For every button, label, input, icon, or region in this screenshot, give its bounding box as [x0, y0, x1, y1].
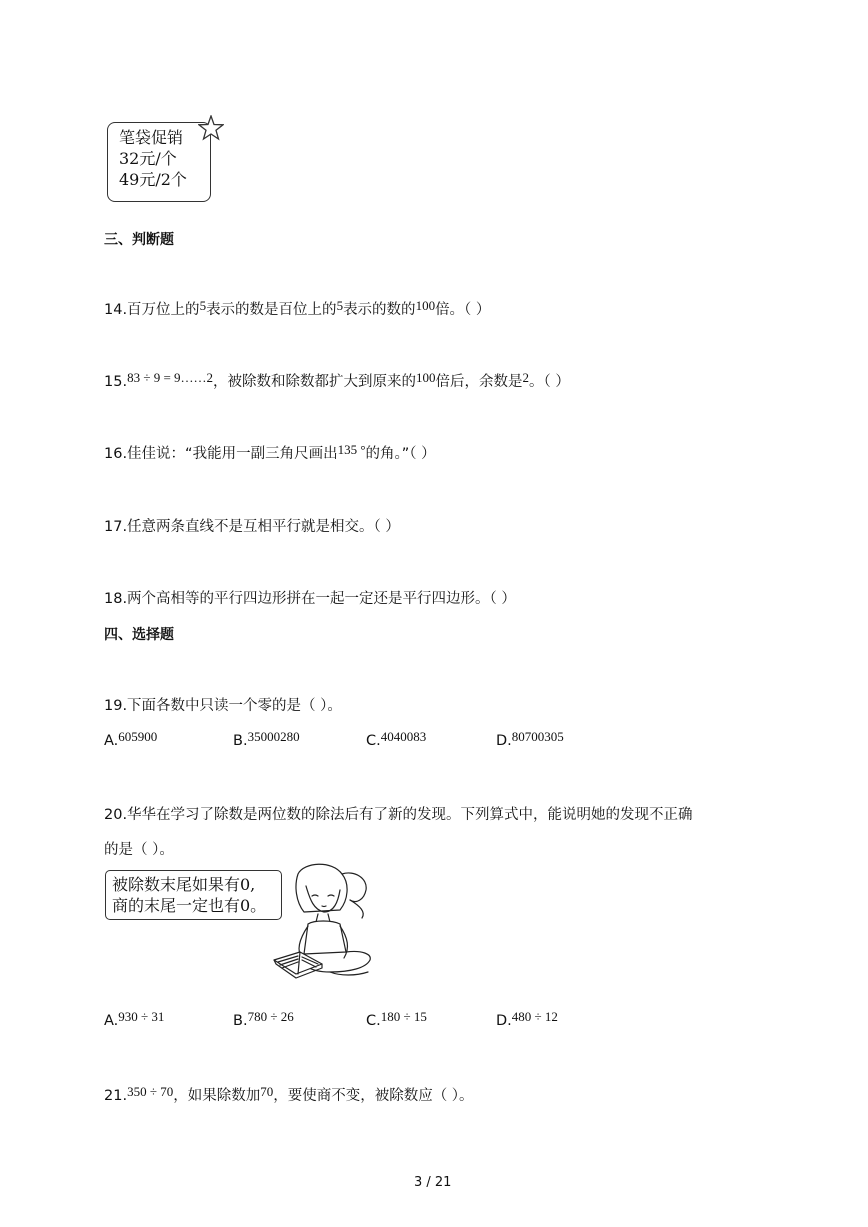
q15-number-2: 2: [522, 370, 530, 385]
question-21: [104, 1084, 474, 1105]
q15-text-end: 。（ ）: [529, 374, 570, 390]
question-17: 17.任意两条直线不是互相平行就是相交。（ ）: [104, 519, 400, 535]
option-letter: B.: [233, 733, 248, 749]
option-value: 180 ÷ 15: [380, 1009, 427, 1024]
question-14: [104, 298, 490, 319]
q19-option-d[interactable]: [496, 729, 564, 749]
q15-number-1: 100: [416, 370, 436, 385]
q20-option-c[interactable]: [366, 1009, 427, 1029]
speech-bubble: [105, 870, 282, 920]
question-19: 19.下面各数中只读一个零的是（ ）。: [104, 698, 342, 714]
option-letter: C.: [366, 1013, 381, 1029]
question-16: [104, 442, 436, 463]
q16-text-start: 16.佳佳说：“我能用一副三角尺画出: [104, 446, 338, 462]
q21-text-end: ，要使商不变，被除数应（ ）。: [273, 1088, 474, 1104]
q15-text-mid2: 倍后，余数是: [435, 374, 523, 390]
q21-expression: 350 ÷ 70: [127, 1084, 174, 1099]
option-letter: D.: [496, 1013, 512, 1029]
q14-number-1: 5: [199, 298, 207, 313]
q20-option-d[interactable]: [496, 1009, 558, 1029]
q15-text-mid: ，被除数和除数都扩大到原来的: [213, 374, 417, 390]
speech-line-1: 被除数末尾如果有0,: [112, 875, 256, 894]
question-18: 18.两个高相等的平行四边形拼在一起一定还是平行四边形。（ ）: [104, 591, 516, 607]
question-15: [104, 370, 570, 391]
q14-text-mid2: 表示的数的: [343, 302, 416, 318]
option-letter: C.: [366, 733, 381, 749]
promo-line-title: 笔袋促销: [119, 128, 184, 147]
q19-option-b[interactable]: [233, 729, 300, 749]
question-20-line2: 的是（ ）。: [104, 842, 174, 858]
option-value: 480 ÷ 12: [511, 1009, 558, 1024]
q15-number: 15.: [104, 374, 128, 390]
section-title-judgement: 三、判断题: [104, 232, 174, 248]
section-title-choice: 四、选择题: [104, 627, 174, 643]
promo-box: [107, 122, 211, 202]
q20-option-b[interactable]: [233, 1009, 294, 1029]
q21-number: 21.: [104, 1088, 128, 1104]
option-value: 605900: [118, 729, 158, 744]
q19-option-a[interactable]: [104, 729, 158, 749]
option-value: 930 ÷ 31: [118, 1009, 165, 1024]
q21-number-1: 70: [260, 1084, 274, 1099]
option-value: 780 ÷ 26: [247, 1009, 294, 1024]
option-letter: B.: [233, 1013, 248, 1029]
option-value: 4040083: [380, 729, 427, 744]
q20-option-a[interactable]: [104, 1009, 165, 1029]
q14-number-2: 5: [336, 298, 344, 313]
q14-text-end: 倍。（ ）: [435, 302, 491, 318]
promo-line-single-price: 32元/个: [119, 149, 177, 168]
q19-option-c[interactable]: [366, 729, 427, 749]
q16-text-end: 的角。”（ ）: [365, 446, 436, 462]
page-number: 3 / 21: [414, 1175, 452, 1190]
question-20-line1: 20.华华在学习了除数是两位数的除法后有了新的发现。下列算式中，能说明她的发现不正确: [104, 807, 693, 823]
q21-text-mid: ，如果除数加: [173, 1088, 261, 1104]
option-letter: A.: [104, 1013, 119, 1029]
speech-line-2: 商的末尾一定也有0。: [112, 896, 267, 915]
q14-text-mid1: 表示的数是百位上的: [206, 302, 337, 318]
q14-number-3: 100: [415, 298, 436, 313]
option-letter: A.: [104, 733, 119, 749]
promo-line-pair-price: 49元/2个: [119, 170, 187, 189]
q15-expression: 83 ÷ 9 = 9……2: [127, 370, 214, 385]
option-letter: D.: [496, 733, 512, 749]
girl-reading-illustration: [270, 860, 380, 995]
q14-text-start: 14.百万位上的: [104, 302, 200, 318]
q16-angle: 135 °: [337, 442, 366, 457]
option-value: 80700305: [511, 729, 564, 744]
star-icon: [198, 115, 224, 141]
option-value: 35000280: [247, 729, 300, 744]
